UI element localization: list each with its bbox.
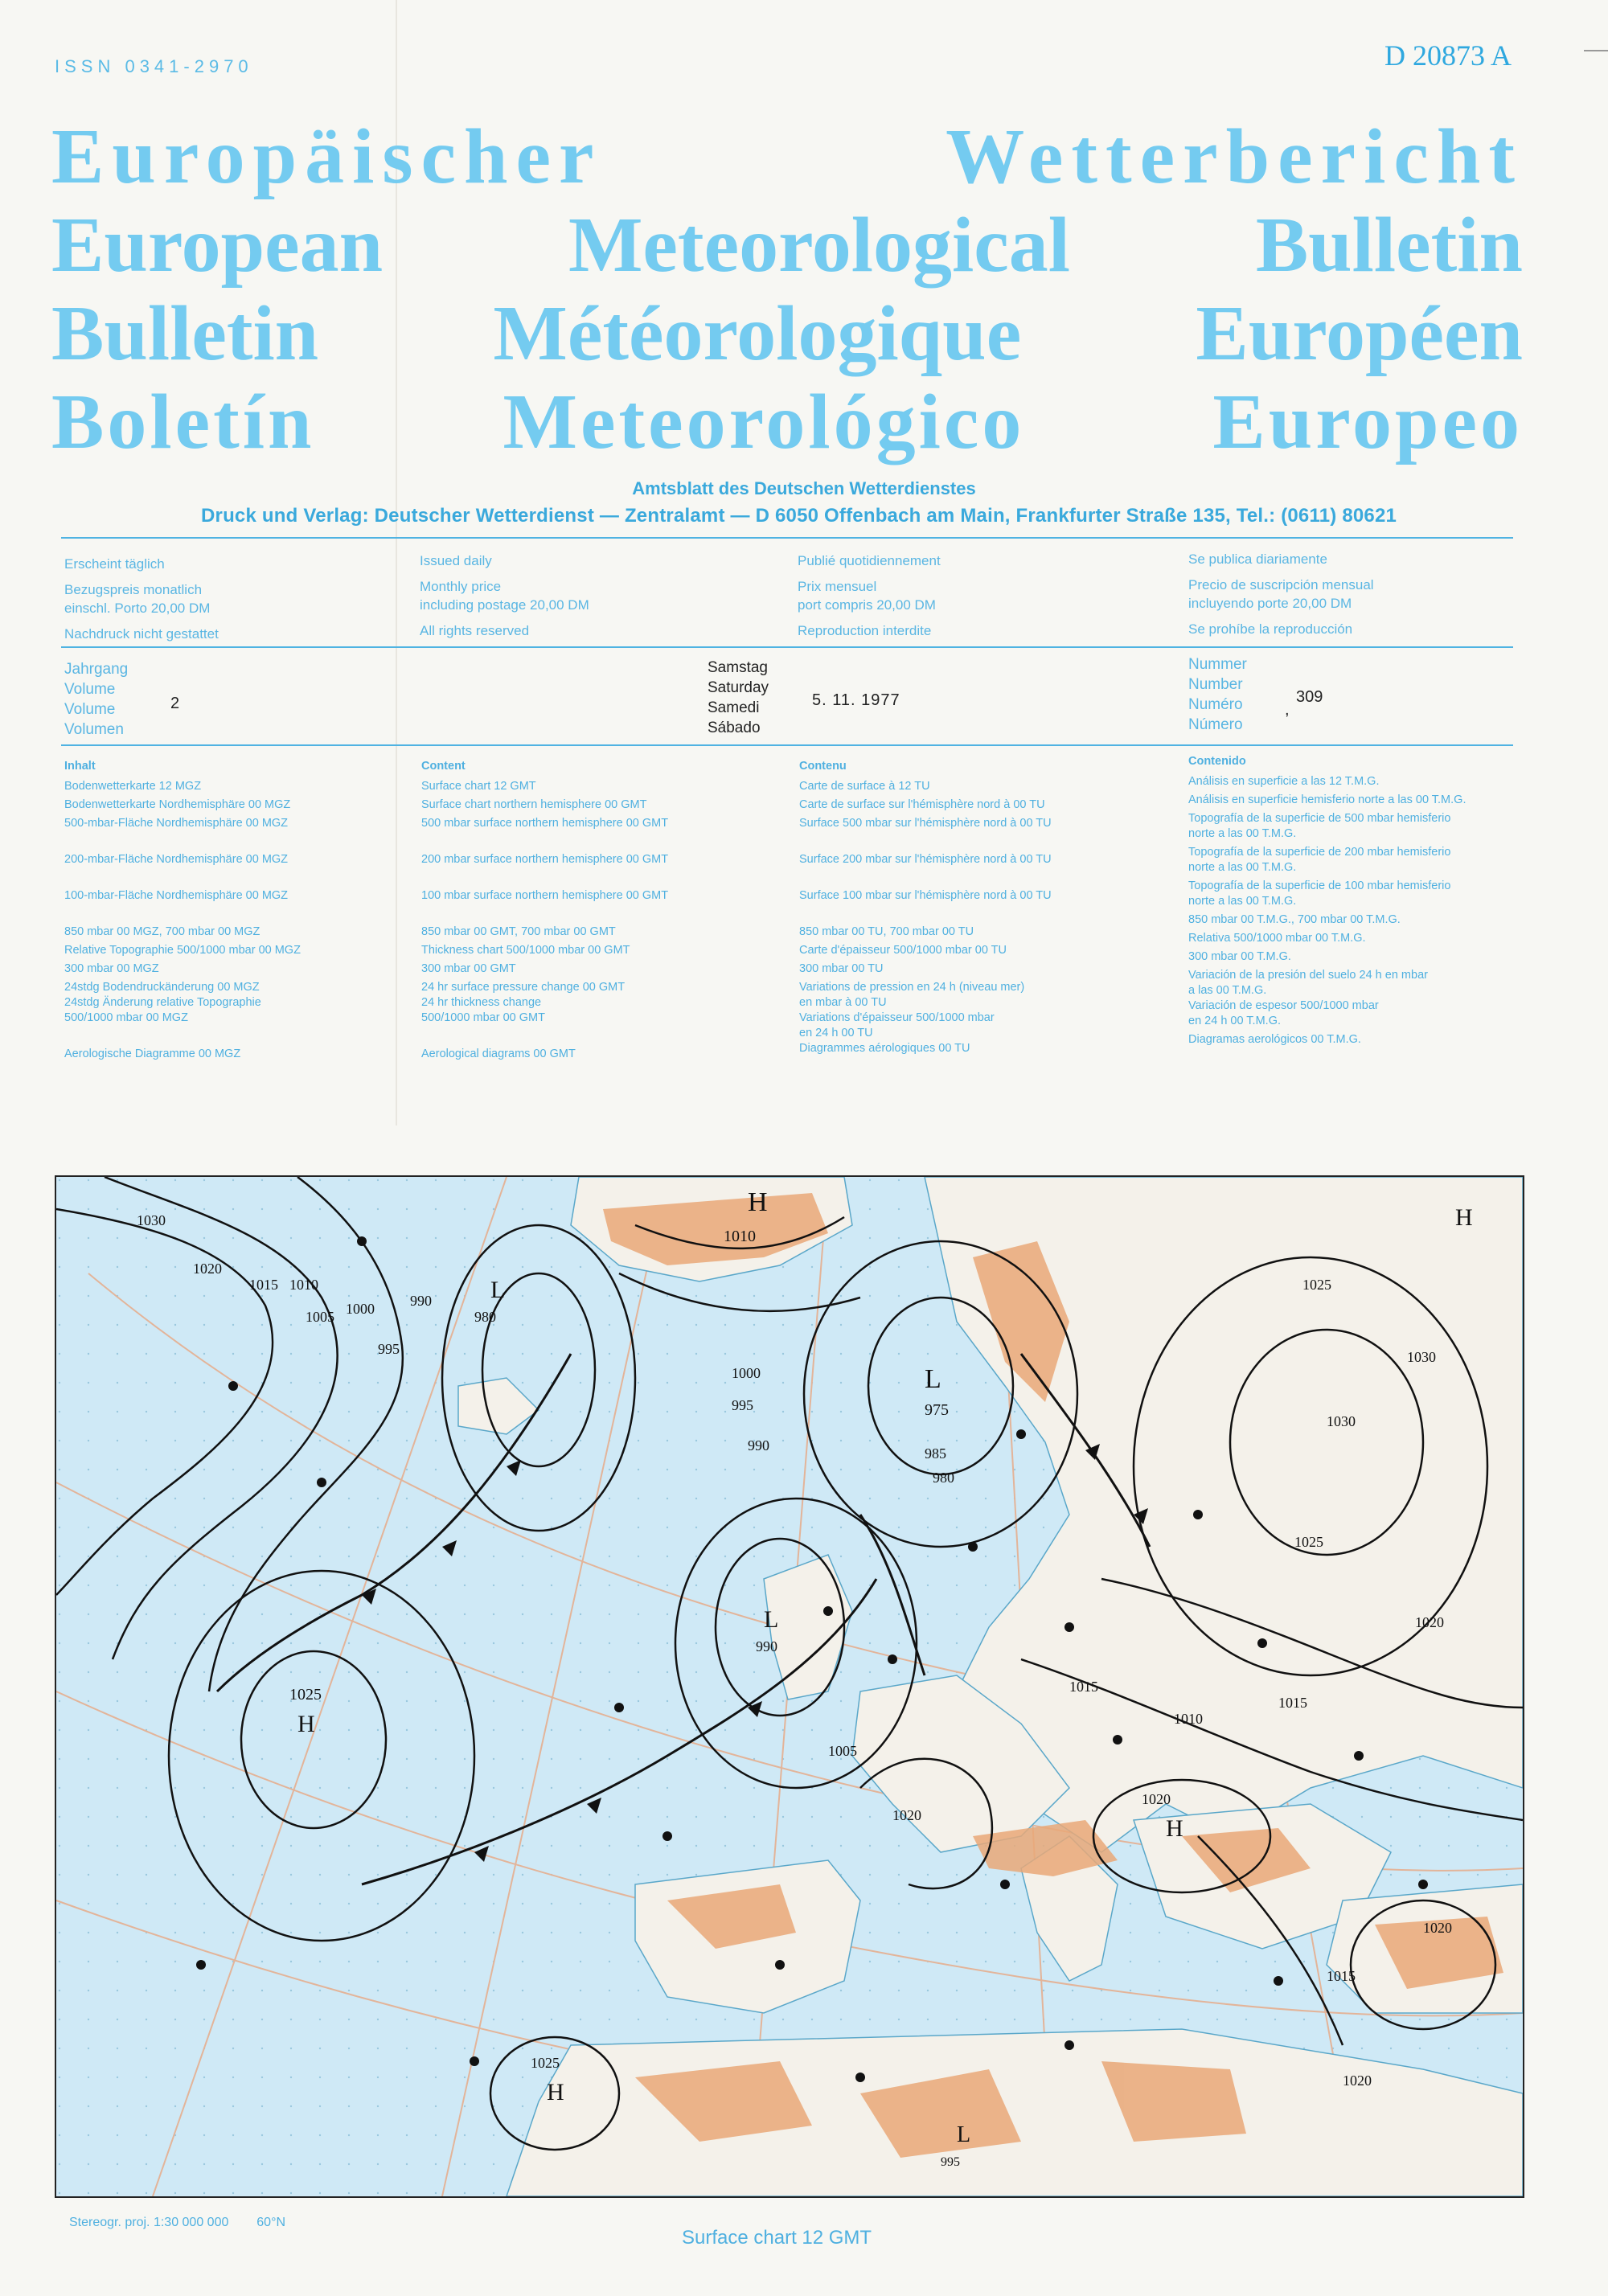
volume-value: 2 bbox=[170, 695, 180, 712]
title-word: Bulletin bbox=[51, 290, 319, 377]
contents-item: norte a las 00 T.M.G. bbox=[1188, 827, 1297, 840]
contents-item: Variación de espesor 500/1000 mbar bbox=[1188, 999, 1379, 1012]
subtitle: Amtsblatt des Deutschen Wetterdienstes bbox=[632, 478, 976, 498]
contents-item: 300 mbar 00 TU bbox=[799, 962, 884, 975]
pressure-center-value: 980 bbox=[474, 1309, 496, 1325]
info-text: incluyendo porte 20,00 DM bbox=[1188, 596, 1352, 611]
contents-item: Aerological diagrams 00 GMT bbox=[421, 1048, 576, 1060]
chart-title: Surface chart 12 GMT bbox=[682, 2227, 872, 2249]
contents-item: Thickness chart 500/1000 mbar 00 GMT bbox=[421, 944, 630, 957]
station-marker bbox=[470, 2056, 479, 2066]
contents-heading: Contenu bbox=[799, 760, 847, 773]
volume-label: Volume bbox=[64, 681, 116, 698]
isobar-label: 995 bbox=[732, 1397, 753, 1413]
number-comma: , bbox=[1285, 701, 1290, 719]
contents-item: Relativa 500/1000 mbar 00 T.M.G. bbox=[1188, 932, 1366, 945]
title-spanish bbox=[51, 378, 1523, 466]
info-text: Prix mensuel bbox=[798, 579, 877, 594]
contents-es bbox=[1188, 754, 1466, 1048]
isobar-label: 1015 bbox=[1327, 1968, 1356, 1984]
station-marker bbox=[662, 1831, 672, 1841]
day-label: Samstag bbox=[708, 659, 768, 676]
isobar-label: 1020 bbox=[892, 1807, 921, 1823]
publication-info-fr bbox=[798, 551, 941, 640]
title-german bbox=[51, 113, 1523, 201]
title-word: Meteorological bbox=[568, 202, 1070, 289]
day-labels bbox=[708, 658, 769, 738]
info-text: Nachdruck nicht gestattet bbox=[64, 626, 219, 642]
station-marker bbox=[888, 1654, 897, 1664]
day-label: Samedi bbox=[708, 699, 760, 716]
isobar-label: 1015 bbox=[249, 1277, 278, 1293]
contents-item: 500-mbar-Fläche Nordhemisphäre 00 MGZ bbox=[64, 817, 289, 830]
isobar-label: 1015 bbox=[1278, 1695, 1307, 1711]
station-marker bbox=[1418, 1880, 1428, 1889]
station-marker bbox=[1193, 1510, 1203, 1519]
pressure-center-value: 1025 bbox=[531, 2055, 560, 2071]
isobar-label: 1005 bbox=[828, 1743, 857, 1759]
contents-item: Diagramas aerológicos 00 T.M.G. bbox=[1188, 1033, 1361, 1046]
projection-note bbox=[69, 2216, 285, 2230]
contents-heading: Contenido bbox=[1188, 755, 1246, 768]
pressure-center-letter: L bbox=[925, 1364, 941, 1394]
contents-item: Surface chart northern hemisphere 00 GMT bbox=[421, 798, 647, 811]
contents-item: 850 mbar 00 GMT, 700 mbar 00 GMT bbox=[421, 925, 616, 938]
isobar-label: 1020 bbox=[1415, 1614, 1444, 1630]
contents-item: 300 mbar 00 GMT bbox=[421, 962, 516, 975]
contents-item: 500/1000 mbar 00 GMT bbox=[421, 1011, 545, 1024]
station-marker bbox=[614, 1703, 624, 1712]
title-word: Bulletin bbox=[1255, 202, 1523, 289]
station-marker bbox=[855, 2073, 865, 2082]
pressure-center-letter: L bbox=[764, 1606, 779, 1633]
isobar-label: 1020 bbox=[1423, 1920, 1452, 1936]
day-label: Sábado bbox=[708, 720, 761, 736]
title-word: European bbox=[51, 202, 384, 289]
pressure-center-letter: H bbox=[297, 1711, 315, 1737]
info-text: einschl. Porto 20,00 DM bbox=[64, 601, 211, 616]
pressure-center-value: 1010 bbox=[724, 1228, 756, 1245]
publication-info-es bbox=[1188, 550, 1374, 638]
map-canvas bbox=[56, 1177, 1523, 2196]
station-marker bbox=[823, 1606, 833, 1616]
divider bbox=[61, 537, 1513, 539]
contents-item: Bodenwetterkarte 12 MGZ bbox=[64, 780, 202, 793]
number-label: Número bbox=[1188, 716, 1243, 733]
contents-item: Topografía de la superficie de 100 mbar hemisferio bbox=[1188, 879, 1451, 892]
divider bbox=[61, 646, 1513, 648]
station-marker bbox=[196, 1960, 206, 1970]
number-label: Nummer bbox=[1188, 656, 1247, 673]
info-text: Precio de suscripción mensual bbox=[1188, 577, 1374, 592]
pressure-center-value: 1025 bbox=[289, 1686, 322, 1704]
contents-de bbox=[64, 759, 301, 1062]
contents-item: 24 hr thickness change bbox=[421, 996, 542, 1009]
info-text: port compris 20,00 DM bbox=[798, 597, 936, 613]
title-block bbox=[51, 113, 1523, 466]
issue-date: 5. 11. 1977 bbox=[812, 691, 900, 709]
station-marker bbox=[1113, 1735, 1122, 1745]
pressure-center-letter: L bbox=[490, 1277, 506, 1303]
pressure-center-letter: L bbox=[957, 2122, 971, 2147]
publication-info-en bbox=[420, 551, 589, 640]
isobar-label: 995 bbox=[378, 1341, 400, 1357]
contents-item: en 24 h 00 TU bbox=[799, 1027, 873, 1039]
station-marker bbox=[357, 1236, 367, 1246]
contents-item: 200 mbar surface northern hemisphere 00 GMT bbox=[421, 853, 669, 866]
issn-label: ISSN 0341-2970 bbox=[55, 56, 253, 76]
volume-label: Volume bbox=[64, 701, 116, 718]
info-text: including postage 20,00 DM bbox=[420, 597, 589, 613]
contents-item: Carte de surface à 12 TU bbox=[799, 780, 930, 793]
title-word: Boletín bbox=[51, 379, 315, 465]
contents-item: 500 mbar surface northern hemisphere 00 GMT bbox=[421, 817, 669, 830]
contents-item: Topografía de la superficie de 500 mbar hemisferio bbox=[1188, 812, 1451, 825]
contents-item: 850 mbar 00 T.M.G., 700 mbar 00 T.M.G. bbox=[1188, 913, 1401, 926]
title-word: Europäischer bbox=[51, 113, 602, 200]
contents-item: 500/1000 mbar 00 MGZ bbox=[64, 1011, 188, 1024]
info-text: Monthly price bbox=[420, 579, 502, 594]
station-marker bbox=[1257, 1638, 1267, 1648]
contents-item: Carte de surface sur l'hémisphère nord à 00 TU bbox=[799, 798, 1045, 811]
isobar-label: 990 bbox=[748, 1437, 769, 1453]
info-text: Se prohíbe la reproducción bbox=[1188, 621, 1353, 637]
contents-item: Variación de la presión del suelo 24 h en mbar bbox=[1188, 969, 1428, 982]
station-marker bbox=[1000, 1880, 1010, 1889]
isobar-label: 1025 bbox=[1302, 1277, 1331, 1293]
info-text: Bezugspreis monatlich bbox=[64, 582, 203, 597]
contents-item: en mbar à 00 TU bbox=[799, 996, 887, 1009]
title-word: Européen bbox=[1196, 290, 1523, 377]
isobar-label: 1030 bbox=[137, 1212, 166, 1228]
isobar-label: 1010 bbox=[289, 1277, 318, 1293]
contents-fr bbox=[799, 759, 1052, 1056]
station-marker bbox=[1064, 2040, 1074, 2050]
pressure-center-value: 1030 bbox=[1327, 1413, 1356, 1429]
station-marker bbox=[1354, 1751, 1364, 1761]
contents-item: Surface 200 mbar sur l'hémisphère nord à 00 TU bbox=[799, 853, 1052, 866]
pressure-center-letter: H bbox=[748, 1187, 768, 1217]
isobar-label: 1005 bbox=[306, 1309, 334, 1325]
contents-item: a las 00 T.M.G. bbox=[1188, 984, 1267, 997]
station-marker bbox=[1274, 1976, 1283, 1986]
isobar-label: 1010 bbox=[1174, 1711, 1203, 1727]
station-marker bbox=[317, 1478, 326, 1487]
title-word: Europeo bbox=[1212, 379, 1523, 465]
pressure-center-value: 1020 bbox=[1142, 1791, 1171, 1807]
station-marker bbox=[228, 1381, 238, 1391]
number-label: Number bbox=[1188, 676, 1243, 693]
isobar-label: 1020 bbox=[1343, 2073, 1372, 2089]
info-text: Erscheint täglich bbox=[64, 556, 165, 572]
title-french bbox=[51, 289, 1523, 378]
isobar-label: 1020 bbox=[193, 1261, 222, 1277]
contents-item: 24stdg Bodendruckänderung 00 MGZ bbox=[64, 981, 260, 994]
contents-item: Análisis en superficie a las 12 T.M.G. bbox=[1188, 775, 1380, 788]
pressure-center-value: 995 bbox=[941, 2155, 960, 2169]
surface-chart-map bbox=[55, 1175, 1524, 2198]
document-id: D 20873 A bbox=[1384, 39, 1512, 72]
isobar-label: 1015 bbox=[1069, 1679, 1098, 1695]
issue-number: 309 bbox=[1296, 688, 1323, 706]
info-text: Publié quotidiennement bbox=[798, 553, 941, 568]
projection-text: Stereogr. proj. 1:30 000 000 bbox=[69, 2216, 229, 2229]
station-marker bbox=[775, 1960, 785, 1970]
contents-item: Variations d'épaisseur 500/1000 mbar bbox=[799, 1011, 995, 1024]
contents-item: Aerologische Diagramme 00 MGZ bbox=[64, 1048, 241, 1060]
contents-item: 300 mbar 00 T.M.G. bbox=[1188, 950, 1291, 963]
contents-heading: Inhalt bbox=[64, 760, 96, 773]
contents-item: norte a las 00 T.M.G. bbox=[1188, 895, 1297, 908]
isobar-label: 1000 bbox=[346, 1301, 375, 1317]
isobar-label: 1000 bbox=[732, 1365, 761, 1381]
contents-item: 300 mbar 00 MGZ bbox=[64, 962, 159, 975]
pressure-center-letter: H bbox=[547, 2079, 564, 2105]
title-word: Meteorológico bbox=[503, 379, 1025, 465]
volume-label: Volumen bbox=[64, 721, 124, 738]
contents-item: en 24 h 00 T.M.G. bbox=[1188, 1015, 1281, 1027]
contents-item: 100-mbar-Fläche Nordhemisphäre 00 MGZ bbox=[64, 889, 289, 902]
isobar-label: 990 bbox=[410, 1293, 432, 1309]
number-labels bbox=[1188, 654, 1247, 735]
pressure-center-letter: H bbox=[1166, 1815, 1183, 1842]
contents-item: Relative Topographie 500/1000 mbar 00 MGZ bbox=[64, 944, 301, 957]
title-word: Wetterbericht bbox=[946, 113, 1523, 200]
contents-item: 24stdg Änderung relative Topographie bbox=[64, 996, 261, 1009]
isobar-label: 985 bbox=[925, 1445, 946, 1462]
day-label: Saturday bbox=[708, 679, 769, 696]
number-label: Numéro bbox=[1188, 696, 1243, 713]
volume-label: Jahrgang bbox=[64, 661, 129, 678]
contents-item: Surface 100 mbar sur l'hémisphère nord à 00 TU bbox=[799, 889, 1052, 902]
contents-item: Diagrammes aérologiques 00 TU bbox=[799, 1042, 970, 1055]
station-marker bbox=[968, 1542, 978, 1552]
contents-item: Surface chart 12 GMT bbox=[421, 780, 536, 793]
contents-item: Surface 500 mbar sur l'hémisphère nord à 00 TU bbox=[799, 817, 1052, 830]
contents-item: Bodenwetterkarte Nordhemisphäre 00 MGZ bbox=[64, 798, 291, 811]
isobar-label: 1030 bbox=[1407, 1349, 1436, 1365]
contents-item: Variations de pression en 24 h (niveau mer) bbox=[799, 981, 1025, 994]
publisher-line: Druck und Verlag: Deutscher Wetterdienst — Zentralamt — D 6050 Offenbach am Main, Frankfurter Straße 135, Tel.: (0611) 80621 bbox=[201, 505, 1397, 527]
title-english bbox=[51, 201, 1523, 289]
contents-item: Carte d'épaisseur 500/1000 mbar 00 TU bbox=[799, 944, 1007, 957]
volume-labels bbox=[64, 659, 128, 740]
station-marker bbox=[1016, 1429, 1026, 1439]
pressure-center-value: 990 bbox=[756, 1638, 777, 1654]
pressure-center-letter: H bbox=[1455, 1204, 1473, 1231]
contents-item: Topografía de la superficie de 200 mbar hemisferio bbox=[1188, 846, 1451, 859]
contents-item: 850 mbar 00 MGZ, 700 mbar 00 MGZ bbox=[64, 925, 260, 938]
contents-item: 200-mbar-Fläche Nordhemisphäre 00 MGZ bbox=[64, 853, 289, 866]
contents-en bbox=[421, 759, 668, 1062]
info-text: Reproduction interdite bbox=[798, 623, 932, 638]
contents-heading: Content bbox=[421, 760, 466, 773]
info-text: Issued daily bbox=[420, 553, 492, 568]
contents-item: 850 mbar 00 TU, 700 mbar 00 TU bbox=[799, 925, 974, 938]
contents-item: norte a las 00 T.M.G. bbox=[1188, 861, 1297, 874]
contents-item: 100 mbar surface northern hemisphere 00 GMT bbox=[421, 889, 669, 902]
edge-mark bbox=[1584, 50, 1608, 51]
title-word: Météorologique bbox=[493, 290, 1022, 377]
info-text: Se publica diariamente bbox=[1188, 551, 1327, 567]
contents-item: Análisis en superficie hemisferio norte a las 00 T.M.G. bbox=[1188, 793, 1466, 806]
info-text: All rights reserved bbox=[420, 623, 530, 638]
latitude-text: 60°N bbox=[256, 2216, 286, 2229]
isobar-label: 980 bbox=[933, 1470, 954, 1486]
contents-item: 24 hr surface pressure change 00 GMT bbox=[421, 981, 626, 994]
station-marker bbox=[1064, 1622, 1074, 1632]
isobar-label: 1025 bbox=[1294, 1534, 1323, 1550]
divider bbox=[61, 744, 1513, 746]
publication-info-de bbox=[64, 555, 219, 643]
pressure-center-value: 975 bbox=[925, 1401, 949, 1419]
